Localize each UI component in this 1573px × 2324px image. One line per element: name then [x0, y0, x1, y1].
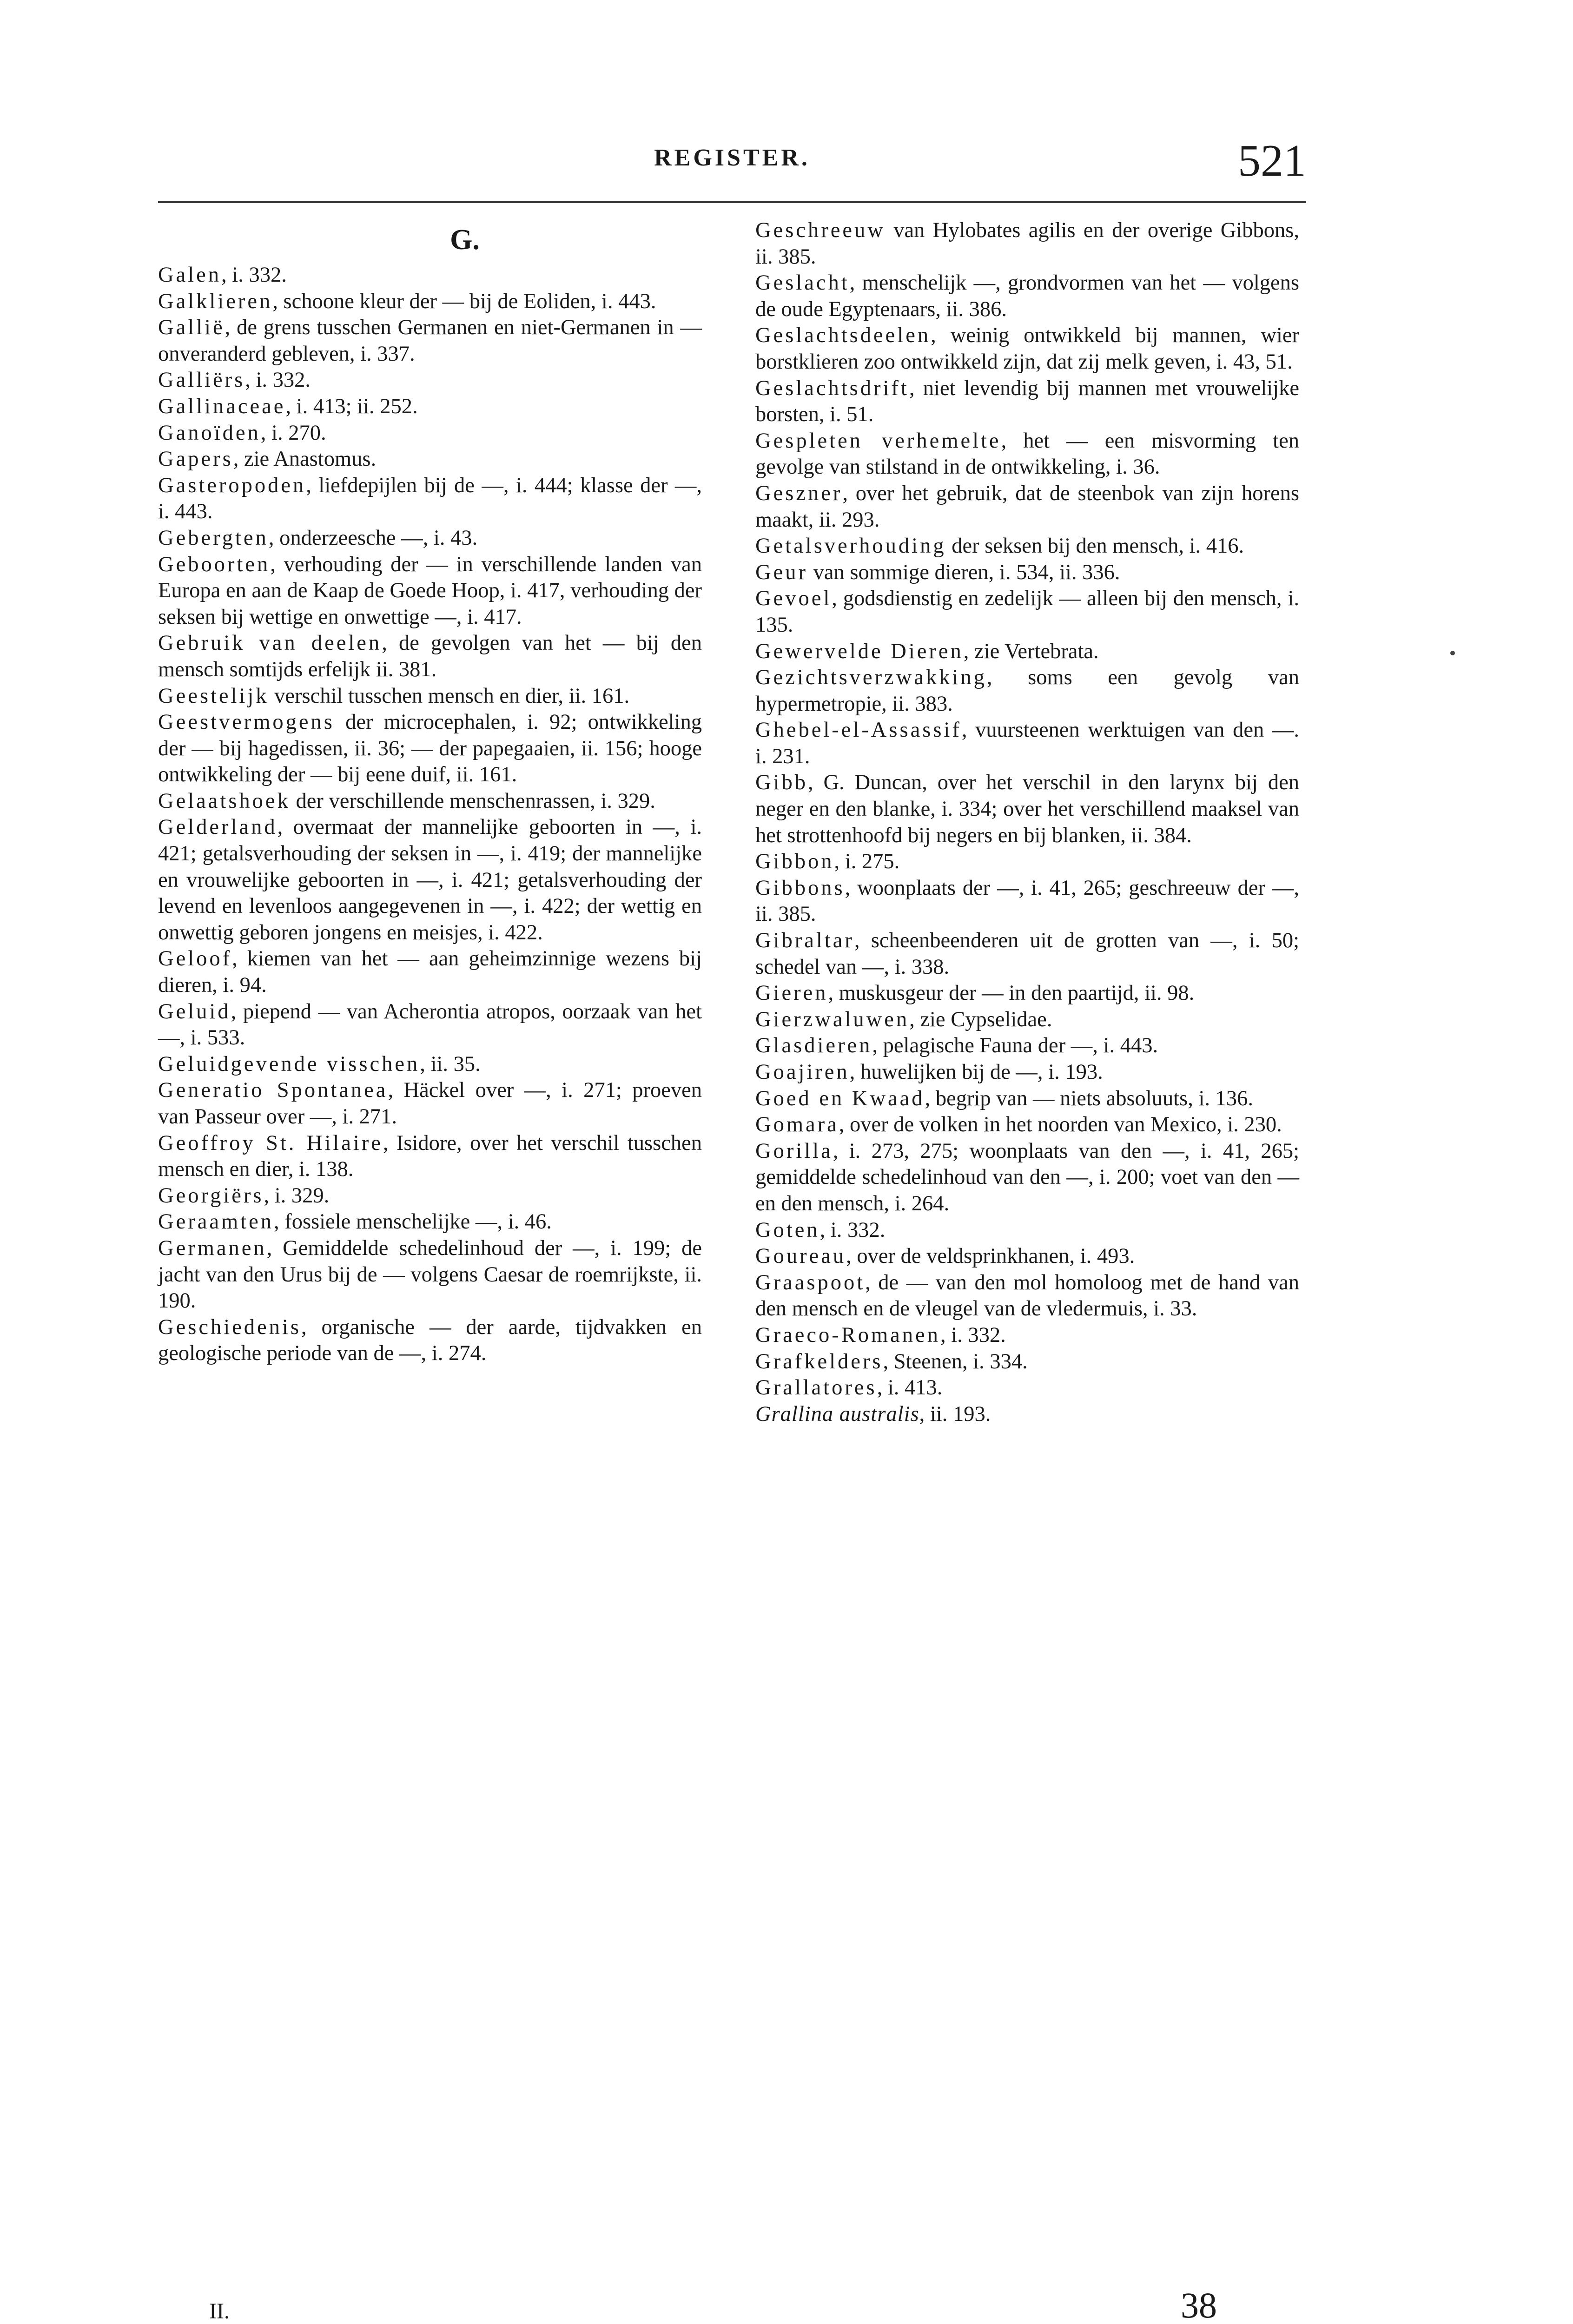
- index-entry: [755, 1217, 1299, 1244]
- entry-headword: Galklieren: [158, 289, 273, 313]
- index-entry: [755, 1243, 1299, 1270]
- entry-headword: Gebergten: [158, 526, 269, 550]
- entry-text: , pelagische Fauna der —, i. 443.: [872, 1034, 1158, 1058]
- entry-text: , begrip van — niets absoluuts, i. 136.: [925, 1086, 1254, 1110]
- entry-headword: Grallatores: [755, 1376, 877, 1400]
- index-entry: [755, 586, 1299, 638]
- entry-headword: Goajiren: [755, 1060, 850, 1084]
- entry-headword: Geoffroy St. Hilaire: [158, 1131, 383, 1155]
- entry-text: , i. 332.: [245, 368, 311, 392]
- entry-headword: Graeco-Romanen: [755, 1323, 940, 1347]
- entry-text: , niet levendig bij mannen met vrouwelijke borsten, i. 51.: [755, 376, 1299, 427]
- entry-text: , over de volken in het noorden van Mexico, i. 230.: [839, 1113, 1282, 1137]
- entry-text: van Hylobates agilis en der overige Gibbons, ii. 385.: [755, 218, 1299, 269]
- entry-text: der verschillende menschenrassen, i. 329.: [290, 789, 655, 813]
- entry-text: , onderzeesche —, i. 43.: [268, 526, 478, 550]
- entry-text: , kiemen van het — aan geheimzinnige wezens bij dieren, i. 94.: [158, 947, 702, 997]
- entry-headword: Gezichtsverzwakking: [755, 666, 987, 690]
- entry-text: , vuursteenen werktuigen van den —. i. 231.: [755, 718, 1299, 768]
- entry-text: , weinig ontwikkeld bij mannen, wier borstklieren zoo ontwikkeld zijn, dat zij melk geven, i. 43, 51.: [755, 324, 1299, 374]
- entry-headword: Ganoïden: [158, 421, 261, 445]
- index-entry: [755, 1059, 1299, 1086]
- entry-headword: Gibbon: [755, 850, 834, 874]
- entry-text: , de gevolgen van het — bij den mensch somtijds erfelijk ii. 381.: [158, 631, 702, 681]
- entry-headword: Getalsverhouding: [755, 534, 946, 558]
- entry-headword: Goed en Kwaad: [755, 1086, 925, 1110]
- signature-mark: II.: [209, 2299, 230, 2324]
- entry-text: , i. 273, 275; woonplaats van den —, i. 41, 265; gemiddelde schedelinhoud van den —, i. 200; voet van den — en den mensch, i. 264.: [755, 1139, 1299, 1215]
- entry-text: , i. 332.: [820, 1218, 886, 1242]
- index-entry: [158, 525, 702, 552]
- index-entry: [158, 709, 702, 788]
- entry-headword: Geboorten: [158, 552, 271, 576]
- entry-headword: Geloof: [158, 947, 232, 971]
- index-entry: [755, 717, 1299, 770]
- index-entry: [755, 560, 1299, 586]
- entry-text: , i. 275.: [834, 850, 900, 874]
- entry-headword: Gibbons: [755, 876, 845, 900]
- entry-headword: Gelaatshoek: [158, 789, 291, 813]
- index-entry: [158, 1235, 702, 1314]
- section-letter: G.: [450, 224, 480, 256]
- index-entry: [755, 376, 1299, 428]
- index-entry: [755, 639, 1299, 665]
- index-entry: [755, 270, 1299, 323]
- entry-text: , i. 270.: [260, 421, 326, 445]
- entry-headword: Gierzwaluwen: [755, 1007, 910, 1031]
- index-entry: [755, 1375, 1299, 1401]
- entry-text: , de — van den mol homoloog met de hand van den mensch en de vleugel van de vledermuis, i. 33.: [755, 1270, 1299, 1321]
- index-entry: [158, 262, 702, 289]
- index-entry: [755, 1322, 1299, 1349]
- entry-headword: Geraamten: [158, 1210, 274, 1234]
- index-entry: [158, 1130, 702, 1183]
- entry-text: , het — een misvorming ten gevolge van stilstand in de ontwikkeling, i. 36.: [755, 429, 1299, 479]
- entry-text: , schoone kleur der — bij de Eoliden, i. 443.: [272, 289, 656, 313]
- entry-headword: Goten: [755, 1218, 820, 1242]
- index-entry: [755, 1401, 1299, 1428]
- index-entry: [158, 1051, 702, 1078]
- entry-text: , menschelijk —, grondvormen van het — volgens de oude Egyptenaars, ii. 386.: [755, 271, 1299, 321]
- entry-headword: Geestvermogens: [158, 710, 335, 734]
- entry-headword: Gevoel: [755, 587, 832, 611]
- entry-text: verschil tusschen mensch en dier, ii. 161.: [269, 684, 630, 708]
- index-entry: [755, 218, 1299, 270]
- index-entry: [755, 875, 1299, 928]
- index-entry: [755, 849, 1299, 875]
- entry-headword: Gibraltar: [755, 929, 854, 953]
- entry-text: , piepend — van Acherontia atropos, oorzaak van het —, i. 533.: [158, 999, 702, 1050]
- index-entry: [755, 770, 1299, 849]
- index-entry: [158, 289, 702, 315]
- index-entry: [158, 1209, 702, 1235]
- entry-headword: Gelderland: [158, 815, 278, 839]
- index-entry: [158, 1183, 702, 1209]
- entry-headword: Geslachtsdeelen: [755, 324, 931, 348]
- stray-dot: [1450, 651, 1455, 655]
- entry-headword: Geslachtsdrift: [755, 376, 909, 400]
- entry-text: , muskusgeur der — in den paartijd, ii. 98.: [828, 981, 1195, 1005]
- entry-headword: Georgiërs: [158, 1183, 264, 1208]
- entry-headword: Gebruik van deelen: [158, 631, 382, 655]
- index-entry: [158, 788, 702, 815]
- entry-headword: Galliërs: [158, 368, 245, 392]
- entry-headword: Graaspoot: [755, 1270, 866, 1294]
- index-entry: [158, 946, 702, 998]
- entry-headword: Gewervelde Dieren: [755, 639, 964, 663]
- left-column: [158, 218, 702, 1367]
- entry-text: , godsdienstig en zedelijk — alleen bij den mensch, i. 135.: [755, 587, 1299, 637]
- entry-headword: Grallina australis: [755, 1402, 919, 1426]
- entry-headword: Geszner: [755, 481, 843, 505]
- index-entry: [755, 1007, 1299, 1033]
- entry-text: , Gemiddelde schedelinhoud der —, i. 199; de jacht van den Urus bij de — volgens Caesar de roemrijkste, ii. 190.: [158, 1236, 702, 1313]
- index-entry: [755, 928, 1299, 980]
- entry-headword: Gibb: [755, 771, 808, 795]
- entry-text: , soms een gevolg van hypermetropie, ii. 383.: [755, 666, 1299, 716]
- entry-headword: Galen: [158, 263, 222, 287]
- index-entry: [158, 1314, 702, 1367]
- entry-text: , de grens tusschen Germanen en niet-Germanen in — onveranderd gebleven, i. 337.: [158, 316, 702, 366]
- entry-text: , overmaat der mannelijke geboorten in —, i. 421; getalsverhouding der seksen in —, i. 419; der mannelijke en vrouwelijke geboorten in —, i. 421; getalsverhouding der levend en levenloos aangegevenen in —, i. 422; der wettig en onwettig geboren jongens en meisjes, i. 422.: [158, 815, 702, 944]
- running-title: REGISTER.: [654, 145, 810, 171]
- index-entry: [158, 814, 702, 946]
- entry-text: , zie Anastomus.: [233, 447, 377, 471]
- entry-headword: Geluid: [158, 999, 231, 1023]
- page-header: [158, 135, 1306, 195]
- entry-text: , i. 413.: [877, 1376, 943, 1400]
- index-entry: [755, 980, 1299, 1007]
- entry-headword: Geluidgevende visschen: [158, 1052, 420, 1076]
- entry-headword: Gomara: [755, 1113, 839, 1137]
- entry-headword: Geestelijk: [158, 684, 269, 708]
- index-entry: [755, 1349, 1299, 1375]
- entry-text: , zie Vertebrata.: [963, 639, 1099, 663]
- entry-text: , huwelijken bij de —, i. 193.: [849, 1060, 1103, 1084]
- index-entry: [755, 665, 1299, 717]
- entry-text: , i. 413; ii. 252.: [285, 394, 418, 418]
- entry-text: , woonplaats der —, i. 41, 265; geschreeuw der —, ii. 385.: [755, 876, 1299, 926]
- entry-headword: Gapers: [158, 447, 233, 471]
- entry-headword: Geur: [755, 560, 808, 584]
- entry-text: , over het gebruik, dat de steenbok van zijn horens maakt, ii. 293.: [755, 481, 1299, 532]
- entry-text: , verhouding der — in verschillende landen van Europa en aan de Kaap de Goede Hoop, i. 417, verhouding der seksen bij wettige en onwettige —, i. 417.: [158, 552, 702, 629]
- entry-headword: Geschiedenis: [158, 1315, 301, 1339]
- index-entry: [755, 481, 1299, 533]
- entry-headword: Gallië: [158, 316, 225, 340]
- entry-text: , scheenbeenderen uit de grotten van —, i. 50; schedel van —, i. 338.: [755, 929, 1299, 979]
- index-entry: [755, 1033, 1299, 1059]
- index-entry: [158, 630, 702, 683]
- entry-text: der seksen bij den mensch, i. 416.: [946, 534, 1244, 558]
- entry-headword: Glasdieren: [755, 1034, 872, 1058]
- index-entry: [755, 533, 1299, 560]
- entry-text: , over de veldsprinkhanen, i. 493.: [846, 1244, 1135, 1268]
- entry-headword: Gallinaceae: [158, 394, 286, 418]
- index-entry: [158, 1077, 702, 1130]
- entry-text: , i. 332.: [221, 263, 287, 287]
- entry-text: , ii. 193.: [919, 1402, 991, 1426]
- entry-text: , liefdepijlen bij de —, i. 444; klasse der —, i. 443.: [158, 473, 702, 524]
- entry-text: , Isidore, over het verschil tusschen mensch en dier, i. 138.: [158, 1131, 702, 1182]
- index-entry: [755, 1112, 1299, 1138]
- left-entries: [158, 262, 702, 1367]
- index-entry: [158, 315, 702, 367]
- index-entry: [755, 1086, 1299, 1112]
- index-entry: [158, 394, 702, 420]
- right-entries: [755, 218, 1299, 1427]
- page-number: 521: [1238, 136, 1306, 186]
- entry-headword: Gespleten verhemelte: [755, 429, 1001, 453]
- entry-text: , Steenen, i. 334.: [883, 1349, 1028, 1373]
- entry-text: , zie Cypselidae.: [909, 1007, 1052, 1031]
- entry-text: , i. 332.: [940, 1323, 1006, 1347]
- entry-headword: Grafkelders: [755, 1349, 883, 1373]
- entry-headword: Ghebel-el-Assassif: [755, 718, 962, 742]
- header-rule: [158, 201, 1306, 203]
- index-entry: [158, 999, 702, 1051]
- sheet-number: 38: [1181, 2285, 1217, 2324]
- entry-text: , ii. 35.: [420, 1052, 481, 1076]
- entry-headword: Goureau: [755, 1244, 846, 1268]
- entry-text: , organische — der aarde, tijdvakken en geologische periode van de —, i. 274.: [158, 1315, 702, 1366]
- entry-headword: Gieren: [755, 981, 828, 1005]
- index-entry: [158, 446, 702, 473]
- index-entry: [755, 1270, 1299, 1322]
- entry-headword: Gorilla: [755, 1139, 833, 1163]
- entry-text: , i. 329.: [264, 1183, 330, 1208]
- entry-text: van sommige dieren, i. 534, ii. 336.: [807, 560, 1120, 584]
- index-entry: [158, 552, 702, 631]
- index-entry: [158, 420, 702, 447]
- index-entry: [755, 428, 1299, 481]
- entry-text: , G. Duncan, over het verschil in den larynx bij den neger en den blanke, i. 334; over het verschillend maaksel van het strottenhoofd bij negers en bij blanken, ii. 384.: [755, 771, 1299, 847]
- entry-text: , fossiele menschelijke —, i. 46.: [273, 1210, 552, 1234]
- entry-headword: Germanen: [158, 1236, 267, 1260]
- index-entry: [755, 323, 1299, 375]
- entry-headword: Geschreeuw: [755, 218, 886, 242]
- right-column: [755, 218, 1299, 1427]
- entry-headword: Gasteropoden: [158, 473, 306, 497]
- index-entry: [158, 683, 702, 710]
- entry-text: der microcephalen, i. 92; ontwikkeling der — bij hagedissen, ii. 36; — der papegaaien, ii. 156; hooge ontwikkeling der — bij eene duif, ii. 161.: [158, 710, 702, 787]
- entry-headword: Geslacht: [755, 271, 850, 295]
- index-entry: [158, 473, 702, 525]
- index-entry: [755, 1138, 1299, 1217]
- index-entry: [158, 367, 702, 394]
- entry-text: , Häckel over —, i. 271; proeven van Passeur over —, i. 271.: [158, 1078, 702, 1129]
- entry-headword: Generatio Spontanea: [158, 1078, 388, 1103]
